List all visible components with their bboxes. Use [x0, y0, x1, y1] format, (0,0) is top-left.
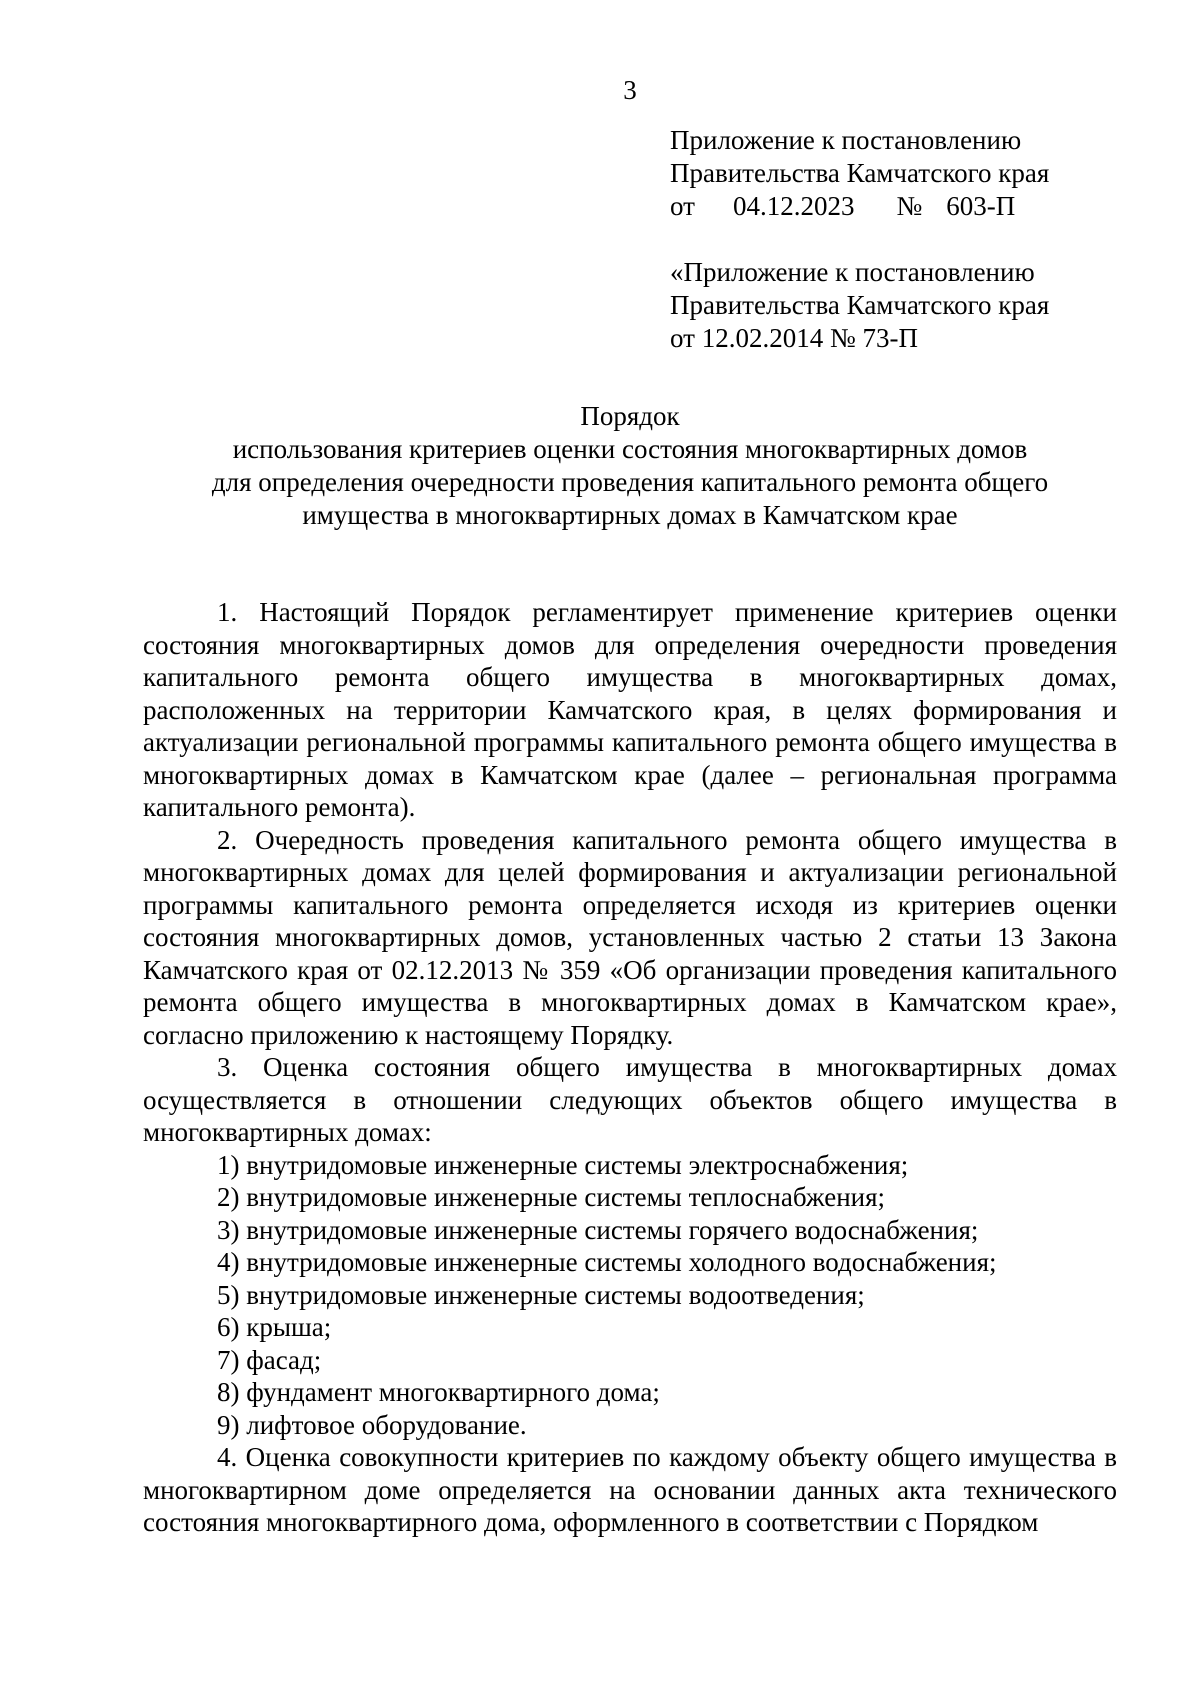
document-title [130, 400, 1130, 532]
appendix-current-line1: Приложение к постановлению [670, 125, 1022, 155]
list-item: 4) внутридомовые инженерные системы холодного водоснабжения; [217, 1247, 997, 1277]
paragraph-3: 3. Оценка состояния общего имущества в многоквартирных домах осуществляется в отношении следующих объектов общего имущества в многоквартирных домах: [143, 1052, 1117, 1147]
list-item: 5) внутридомовые инженерные системы водоотведения; [217, 1279, 865, 1310]
paragraph-1: 1. Настоящий Порядок регламентирует применение критериев оценки состояния многоквартирных домов для определения очередности проведения капитального ремонта общего имущества в многоквартирных домах, расположенных на территории Камчатского края, в целях формирования и актуализации региональной программы капитального ремонта общего имущества в многоквартирных домах в Камчатском крае (далее – региональная программа капитального ремонта). [143, 597, 1117, 822]
list-item: 8) фундамент многоквартирного дома; [217, 1377, 660, 1407]
appendix-date: 04.12.2023 [732, 191, 855, 221]
appendix-from-label: от [670, 191, 695, 221]
page-number: 3 [623, 75, 637, 105]
appendix-original-line2: Правительства Камчатского края [670, 290, 1050, 320]
appendix-original-header [670, 256, 1170, 355]
list-item: 9) лифтовое оборудование. [217, 1409, 527, 1440]
appendix-original-line1: «Приложение к постановлению [670, 257, 1035, 287]
list-item: 1) внутридомовые инженерные системы электроснабжения; [217, 1149, 909, 1180]
title-line3: имущества в многоквартирных домах в Камчатском крае [302, 500, 958, 530]
list-item: 7) фасад; [217, 1344, 322, 1375]
appendix-current-date-line [670, 190, 1170, 223]
title-heading: Порядок [580, 401, 680, 431]
list-item: 2) внутридомовые инженерные системы теплоснабжения; [217, 1182, 886, 1212]
appendix-number: 603-П [946, 191, 1016, 221]
title-line1: использования критериев оценки состояния многоквартирных домов [232, 434, 1028, 464]
paragraph-4: 4. Оценка совокупности критериев по каждому объекту общего имущества в многоквартирном доме определяется на основании данных акта технического состояния многоквартирного дома, оформленного в соответствии с Порядком [143, 1442, 1117, 1537]
appendix-current-line2: Правительства Камчатского края [670, 158, 1050, 188]
appendix-number-label: № [896, 191, 923, 221]
appendix-current-header [670, 124, 1170, 223]
title-line2: для определения очередности проведения капитального ремонта общего [211, 467, 1049, 497]
list-item: 6) крыша; [217, 1312, 332, 1342]
list-item: 3) внутридомовые инженерные системы горячего водоснабжения; [217, 1214, 979, 1245]
paragraph-2: 2. Очередность проведения капитального ремонта общего имущества в многоквартирных домах для целей формирования и актуализации региональной программы капитального ремонта определяется исходя из критериев оценки состояния многоквартирных домов, установленных частью 2 статьи 13 Закона Камчатского края от 02.12.2013 № 359 «Об организации проведения капитального ремонта общего имущества в многоквартирных домах в Камчатском крае», согласно приложению к настоящему Порядку. [143, 824, 1117, 1050]
appendix-original-line3: от 12.02.2014 № 73-П [670, 323, 918, 353]
document-body [143, 596, 1117, 1539]
